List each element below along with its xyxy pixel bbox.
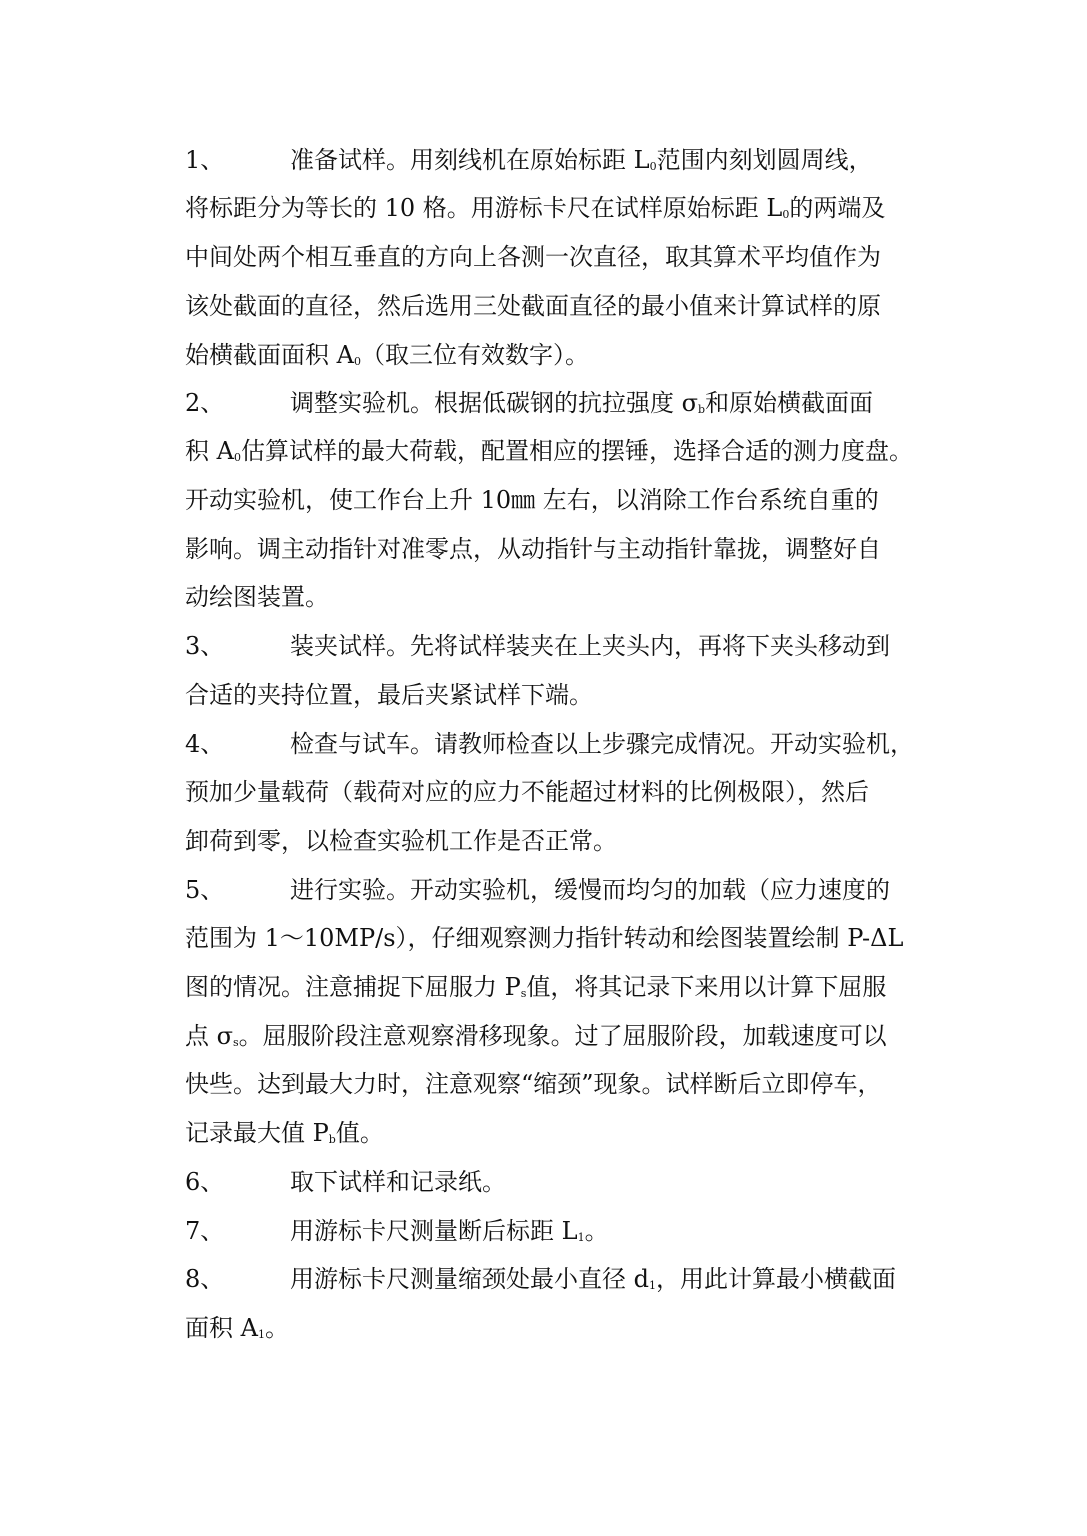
text-segment: 用游标卡尺测量缩颈处最小直径 d xyxy=(290,1265,649,1293)
text-segment: 快些。达到最大力时，注意观察“缩颈”现象。试样断后立即停车， xyxy=(185,1070,882,1098)
text-segment: 值，将其记录下来用以计算下屈服 xyxy=(526,973,887,1001)
subscript: b xyxy=(698,403,706,416)
step-text xyxy=(185,483,879,517)
step-text xyxy=(185,191,885,232)
text-segment: 记录最大值 P xyxy=(185,1119,329,1147)
step-text xyxy=(290,1262,896,1303)
text-segment: 范围内刻划圆周线， xyxy=(656,146,873,174)
subscript: s xyxy=(520,987,527,1000)
text-segment: 动绘图装置。 xyxy=(185,583,329,611)
step-5-line-1 xyxy=(185,873,907,907)
step-text xyxy=(185,1311,289,1352)
step-1-line-4 xyxy=(185,289,907,323)
text-segment: （取三位有效数字）。 xyxy=(360,341,589,369)
step-number: 6、 xyxy=(185,1168,225,1196)
text-segment: 卸荷到零，以检查实验机工作是否正常。 xyxy=(185,827,617,855)
text-segment: 范围为 1～10MP/s），仔细观察测力指针转动和绘图装置绘制 P-ΔL xyxy=(185,924,904,952)
step-text xyxy=(185,289,881,323)
step-text xyxy=(290,1214,609,1255)
step-2-line-1 xyxy=(185,386,907,420)
step-number: 4、 xyxy=(185,730,225,758)
step-text xyxy=(185,1067,882,1101)
text-segment: 的两端及 xyxy=(789,194,886,222)
step-number: 2、 xyxy=(185,389,225,417)
step-number: 8、 xyxy=(185,1265,225,1293)
step-7-line-1 xyxy=(185,1214,907,1248)
subscript: 0 xyxy=(782,208,790,221)
step-8-line-1 xyxy=(185,1262,907,1296)
step-2-line-5 xyxy=(185,580,907,614)
text-segment: 进行实验。开动实验机，缓慢而均匀的加载（应力速度的 xyxy=(290,876,890,904)
step-5-line-6 xyxy=(185,1116,907,1150)
step-6-line-1 xyxy=(185,1165,907,1199)
text-segment: 合适的夹持位置，最后夹紧试样下端。 xyxy=(185,681,593,709)
text-segment: 调整实验机。根据低碳钢的抗拉强度 σ xyxy=(290,389,699,417)
text-segment: 和原始横截面面 xyxy=(705,389,874,417)
subscript: 0 xyxy=(233,451,241,464)
subscript: 0 xyxy=(649,160,657,173)
subscript: 0 xyxy=(353,355,361,368)
step-number: 3、 xyxy=(185,632,225,660)
text-segment: 。 xyxy=(584,1217,609,1245)
text-segment: 预加少量载荷（载荷对应的应力不能超过材料的比例极限），然后 xyxy=(185,778,869,806)
step-5-line-2 xyxy=(185,921,907,955)
subscript: b xyxy=(328,1133,336,1146)
step-text xyxy=(290,629,890,663)
step-3-line-1 xyxy=(185,629,907,663)
text-segment: 中间处两个相互垂直的方向上各测一次直径，取其算术平均值作为 xyxy=(185,243,881,271)
step-text xyxy=(185,678,593,712)
step-text xyxy=(185,921,903,955)
step-8-line-2 xyxy=(185,1311,907,1345)
subscript: s xyxy=(233,1036,239,1049)
step-text xyxy=(185,580,329,614)
step-text xyxy=(185,775,869,809)
text-segment: 积 A xyxy=(185,437,234,465)
text-segment: 估算试样的最大荷载，配置相应的摆锤，选择合适的测力度盘。 xyxy=(240,437,913,465)
step-text xyxy=(185,532,881,566)
step-text xyxy=(290,386,873,427)
text-segment: ，用此计算最小横截面 xyxy=(656,1265,896,1293)
text-segment: 图的情况。注意捕捉下屈服力 P xyxy=(185,973,521,1001)
step-number: 5、 xyxy=(185,876,225,904)
step-text xyxy=(185,1116,384,1157)
step-3-line-2 xyxy=(185,678,907,712)
step-number: 1、 xyxy=(185,146,225,174)
step-text xyxy=(290,727,914,761)
step-1-line-3 xyxy=(185,240,907,274)
text-segment: 准备试样。用刻线机在原始标距 L xyxy=(290,146,650,174)
step-2-line-3 xyxy=(185,483,907,517)
text-segment: 。 xyxy=(264,1314,289,1342)
text-segment: 该处截面的直径，然后选用三处截面直径的最小值来计算试样的原 xyxy=(185,292,881,320)
step-text xyxy=(185,824,617,858)
step-4-line-2 xyxy=(185,775,907,809)
subscript: 1 xyxy=(257,1328,265,1341)
text-segment: 始横截面面积 A xyxy=(185,341,354,369)
text-segment: 开动实验机，使工作台上升 10㎜ 左右，以消除工作台系统自重的 xyxy=(185,486,879,514)
step-number: 7、 xyxy=(185,1217,225,1245)
text-segment: 影响。调主动指针对准零点，从动指针与主动指针靠拢，调整好自 xyxy=(185,535,881,563)
text-segment: 取下试样和记录纸。 xyxy=(290,1168,506,1196)
step-2-line-4 xyxy=(185,532,907,566)
step-text xyxy=(185,240,881,274)
step-text xyxy=(290,873,890,907)
subscript: 1 xyxy=(577,1231,585,1244)
step-1-line-2 xyxy=(185,191,907,225)
text-segment: 值。 xyxy=(335,1119,384,1147)
text-segment: 检查与试车。请教师检查以上步骤完成情况。开动实验机， xyxy=(290,730,914,758)
step-text xyxy=(185,434,913,475)
step-5-line-5 xyxy=(185,1067,907,1101)
step-5-line-4 xyxy=(185,1019,907,1053)
text-segment: 用游标卡尺测量断后标距 L xyxy=(290,1217,578,1245)
step-text xyxy=(185,338,589,379)
text-segment: 装夹试样。先将试样装夹在上夹头内，再将下夹头移动到 xyxy=(290,632,890,660)
step-4-line-3 xyxy=(185,824,907,858)
text-segment: 面积 A xyxy=(185,1314,258,1342)
step-text xyxy=(290,143,873,184)
step-1-line-5 xyxy=(185,338,907,372)
text-segment: 。屈服阶段注意观察滑移现象。过了屈服阶段，加载速度可以 xyxy=(238,1022,887,1050)
step-5-line-3 xyxy=(185,970,907,1004)
step-text xyxy=(290,1165,506,1199)
subscript: 1 xyxy=(649,1279,656,1292)
text-segment: 将标距分为等长的 10 格。用游标卡尺在试样原始标距 L xyxy=(185,194,783,222)
step-text xyxy=(185,970,886,1011)
step-1-line-1 xyxy=(185,143,907,177)
step-text xyxy=(185,1019,887,1060)
step-2-line-2 xyxy=(185,434,913,468)
text-segment: 点 σ xyxy=(185,1022,234,1050)
step-4-line-1 xyxy=(185,727,914,761)
